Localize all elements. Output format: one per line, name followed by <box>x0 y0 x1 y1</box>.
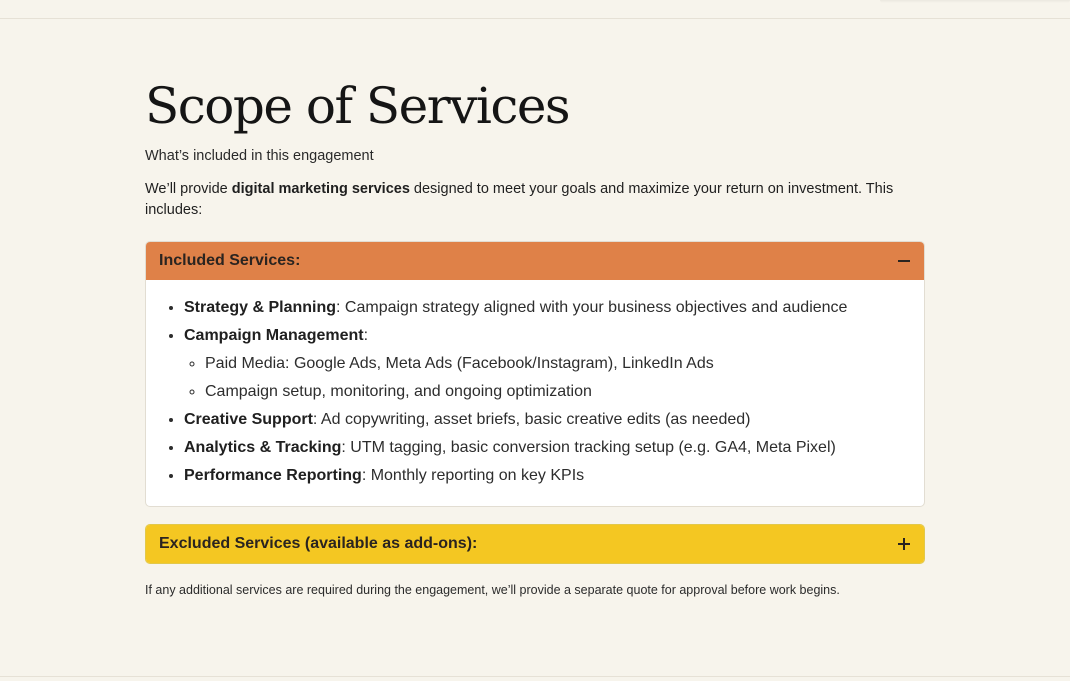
item-label: Performance Reporting <box>184 467 362 484</box>
included-services-list <box>146 294 924 490</box>
intro-highlight: digital marketing services <box>231 181 410 197</box>
item-text: : Campaign strategy aligned with your business objectives and audience <box>336 299 848 316</box>
intro-text-start: We’ll provide <box>145 181 232 197</box>
list-item <box>184 294 924 322</box>
sub-list-item: ◦ Paid Media: Google Ads, Meta Ads (Facebook/Instagram), LinkedIn Ads <box>205 350 924 378</box>
intro-paragraph <box>145 179 925 221</box>
list-item <box>184 322 924 406</box>
item-label: Analytics & Tracking <box>184 439 342 456</box>
top-shadow <box>880 0 1070 3</box>
intro-text-end: designed to meet your goals and maximize your return on investment. This includes: <box>145 181 894 218</box>
item-text: : <box>363 327 369 344</box>
included-services-header[interactable] <box>146 242 924 280</box>
included-services-title: Included Services: <box>159 252 301 269</box>
item-text: : UTM tagging, basic conversion tracking setup (e.g. GA4, Meta Pixel) <box>341 439 836 456</box>
list-item <box>184 406 924 434</box>
item-label: Campaign Management <box>184 327 364 344</box>
page-title: Scope of Services <box>145 77 570 135</box>
excluded-services-title: Excluded Services (available as add-ons): <box>159 535 478 552</box>
excluded-services-header[interactable] <box>146 525 924 563</box>
scope-section <box>145 78 925 597</box>
bottom-divider <box>0 676 1070 677</box>
item-label: Strategy & Planning <box>184 299 337 316</box>
item-text: : Ad copywriting, asset briefs, basic creative edits (as needed) <box>312 411 751 428</box>
included-services-panel <box>145 241 925 507</box>
plus-icon[interactable] <box>896 536 912 552</box>
excluded-services-panel <box>145 524 925 564</box>
top-divider <box>0 18 1070 19</box>
sub-list <box>184 350 924 406</box>
included-services-body <box>146 280 924 506</box>
footnote: If any additional services are required during the engagement, we’ll provide a separate quote for approval before work begins. <box>145 583 840 597</box>
list-item <box>184 434 924 462</box>
item-label: Creative Support <box>184 411 313 428</box>
minus-icon[interactable] <box>896 253 912 269</box>
item-text: : Monthly reporting on key KPIs <box>361 467 585 484</box>
list-item <box>184 462 924 490</box>
sub-list-item: ◦ Campaign setup, monitoring, and ongoing optimization <box>205 378 924 406</box>
page-subtitle: What’s included in this engagement <box>145 148 374 164</box>
